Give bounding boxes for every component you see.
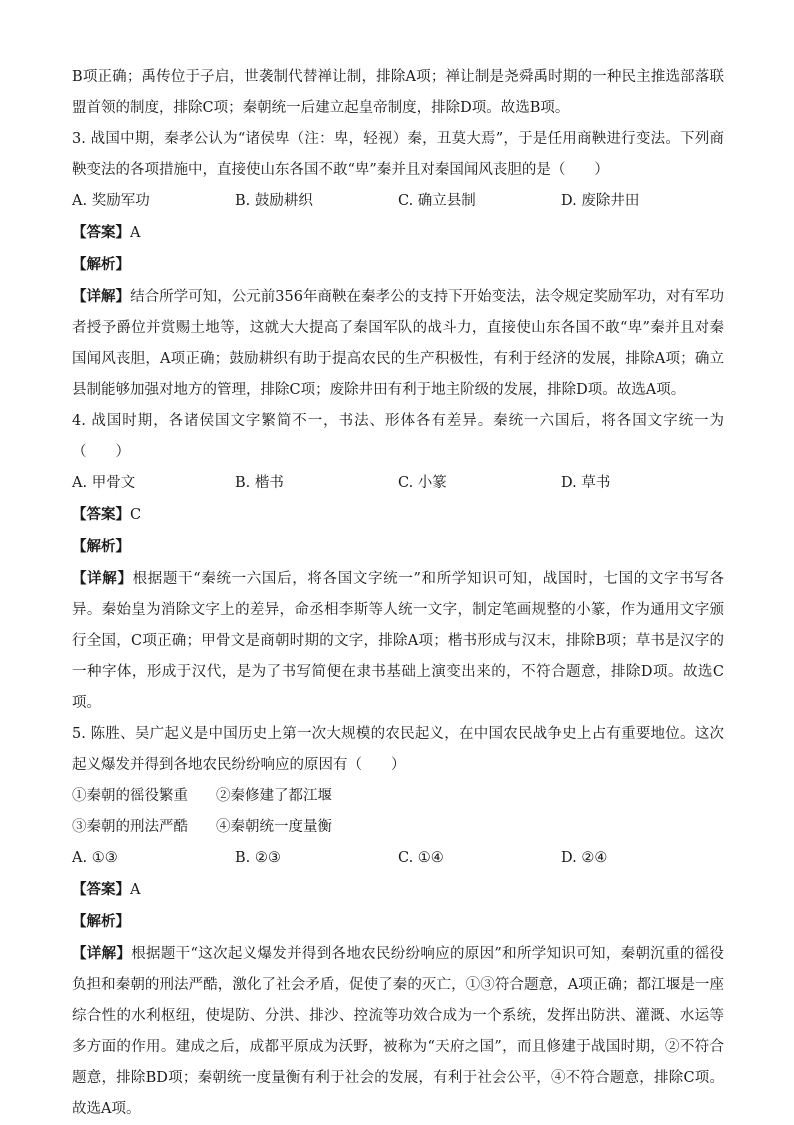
q3-stem: 3. 战国中期，秦孝公认为“诸侯卑（注：卑，轻视）秦，丑莫大焉”，于是任用商鞅进行变法。下列商鞅变法的各项措施中，直接使山东各国不敢“卑”秦并且对秦国闻风丧胆的是（ ） [72,131,724,178]
q3-detail-tag: 【详解】 [72,288,131,305]
q5-items-row-2 [72,812,724,843]
q3-jiexi-tag: 【解析】 [72,256,130,273]
q5-detail-text: 根据题干“这次起义爆发并得到各地农民纷纷响应的原因”和所学知识可知，秦朝沉重的徭役负担和秦朝的刑法严酷，激化了社会矛盾，促使了秦的灭亡，①③符合题意，A项正确；都江堰是一座综合性的水利枢纽，使堤防、分洪、排沙、控流等功效合成为一个系统，发挥出防洪、灌溉、水运等多方面的作用。建成之后，成都平原成为沃野，被称为“天府之国”，而且修建于战国时期，②不符合题意，排除BD项；秦朝统一度量衡有利于社会的发展，有利于社会公平，④不符合题意，排除C项。故选A项。 [72,946,725,1117]
q5-jiexi-tag: 【解析】 [72,913,130,930]
q4-detail-text: 根据题干“秦统一六国后，将各国文字统一”和所学知识可知，战国时，七国的文字书写各异。秦始皇为消除文字上的差异，命丞相李斯等人统一文字，制定笔画规整的小篆，作为通用文字颁行全国，C项正确；甲骨文是商朝时期的文字，排除A项；楷书形成与汉末，排除B项；草书是汉字的一种字体，形成于汉代，是为了书写简便在隶书基础上演变出来的，不符合题意，排除D项。故选C项。 [72,571,724,711]
q5-items-row-1 [72,781,724,812]
q4-answer-value: C [130,507,142,523]
q3-option-a: A. 奖励军功 [72,193,150,209]
q4-answer [72,499,724,531]
q5-options [72,843,724,874]
q5-item-2: ②秦修建了都江堰 [216,788,332,804]
q5-option-c: C. ①④ [398,850,444,866]
q4-options [72,468,724,499]
q5-answer [72,874,724,906]
q5-stem: 5. 陈胜、吴广起义是中国历史上第一次大规模的农民起义，在中国农民战争史上占有重要地位。这次起义爆发并得到各地农民纷纷响应的原因有（ ） [72,726,724,773]
q4-option-b: B. 楷书 [235,475,284,491]
q3-options [72,186,724,217]
q5-option-b: B. ②③ [235,850,281,866]
q4-stem: 4. 战国时期，各诸侯国文字繁简不一，书法、形体各有差异。秦统一六国后，将各国文字统一为（ ） [72,413,724,460]
q4-detail [72,563,724,719]
q5-jiexi [72,906,724,938]
q5-answer-value: A [130,882,141,898]
q4-option-a: A. 甲骨文 [72,475,136,491]
q4-option-c: C. 小篆 [398,475,447,491]
q5-item-4: ④秦朝统一度量衡 [216,819,332,835]
q5-item-3: ③秦朝的刑法严酷 [72,819,188,835]
q3-option-c: C. 确立县制 [398,193,476,209]
q4-jiexi [72,531,724,563]
q3-option-d: D. 废除井田 [561,193,640,209]
q3-answer [72,217,724,249]
q4-detail-tag: 【详解】 [72,570,133,587]
q3-detail-text: 结合所学可知，公元前356年商鞅在秦孝公的支持下开始变法，法令规定奖励军功，对有军功者授予爵位并赏赐土地等，这就大大提高了秦国军队的战斗力，直接使山东各国不敢“卑”秦并且对秦国闻风丧胆，A项正确；鼓励耕织有助于提高农民的生产积极性，有利于经济的发展，排除A项；确立县制能够加强对地方的管理，排除C项；废除井田有利于地主阶级的发展，排除D项。故选A项。 [72,289,724,398]
q4-answer-tag: 【答案】 [72,506,130,523]
q5-detail [72,938,724,1125]
q5-option-d: D. ②④ [561,850,608,866]
q3-detail [72,281,724,406]
q3-answer-tag: 【答案】 [72,224,130,241]
q2-analysis-tail: B项正确；禹传位于子启，世袭制代替禅让制，排除A项；禅让制是尧舜禹时期的一种民主推选部落联盟首领的制度，排除C项；秦朝统一后建立起皇帝制度，排除D项。故选B项。 [72,69,724,116]
q4-jiexi-tag: 【解析】 [72,538,130,555]
q4-option-d: D. 草书 [561,475,611,491]
q3-answer-value: A [130,225,141,241]
q3-option-b: B. 鼓励耕织 [235,193,313,209]
q5-detail-tag: 【详解】 [72,945,132,962]
q5-item-1: ①秦朝的徭役繁重 [72,788,188,804]
q3-jiexi [72,249,724,281]
q5-answer-tag: 【答案】 [72,881,130,898]
document-page [72,62,724,1125]
q5-option-a: A. ①③ [72,850,118,866]
